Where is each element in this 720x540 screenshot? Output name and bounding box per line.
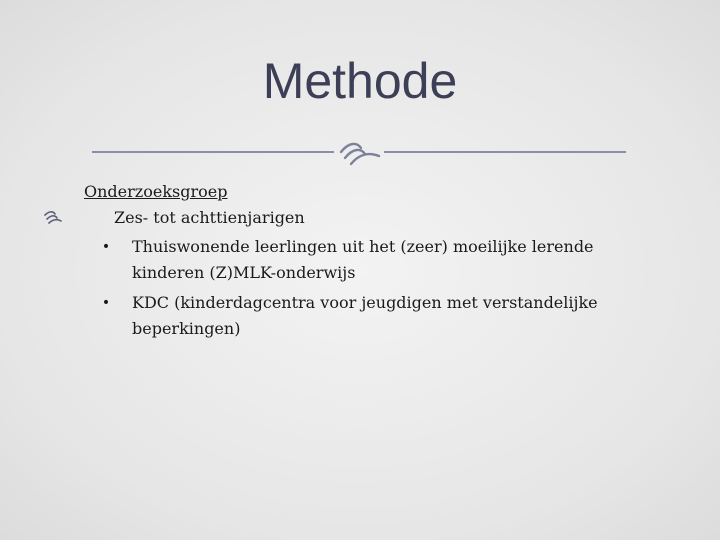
slide-title: Methode bbox=[262, 53, 458, 109]
bullet-item bbox=[100, 290, 660, 342]
bullet-item bbox=[100, 234, 660, 286]
bullet-list bbox=[100, 234, 660, 346]
title-divider-left bbox=[92, 151, 334, 153]
bullet-dot: • bbox=[101, 295, 111, 311]
title-divider-right bbox=[384, 151, 626, 153]
fancy-bullet-icon bbox=[44, 210, 62, 226]
bullet-text: Thuiswonende leerlingen uit het (zeer) moeilijke lerende kinderen (Z)MLK-onderwijs bbox=[132, 237, 594, 282]
bullet-dot: • bbox=[101, 239, 111, 255]
section-heading: Onderzoeksgroep bbox=[84, 182, 228, 201]
title-divider-ornament-icon bbox=[337, 138, 383, 166]
bullet-text: KDC (kinderdagcentra voor jeugdigen met verstandelijke beperkingen) bbox=[132, 293, 598, 338]
level1-item-text: Zes- tot achttienjarigen bbox=[114, 208, 305, 227]
